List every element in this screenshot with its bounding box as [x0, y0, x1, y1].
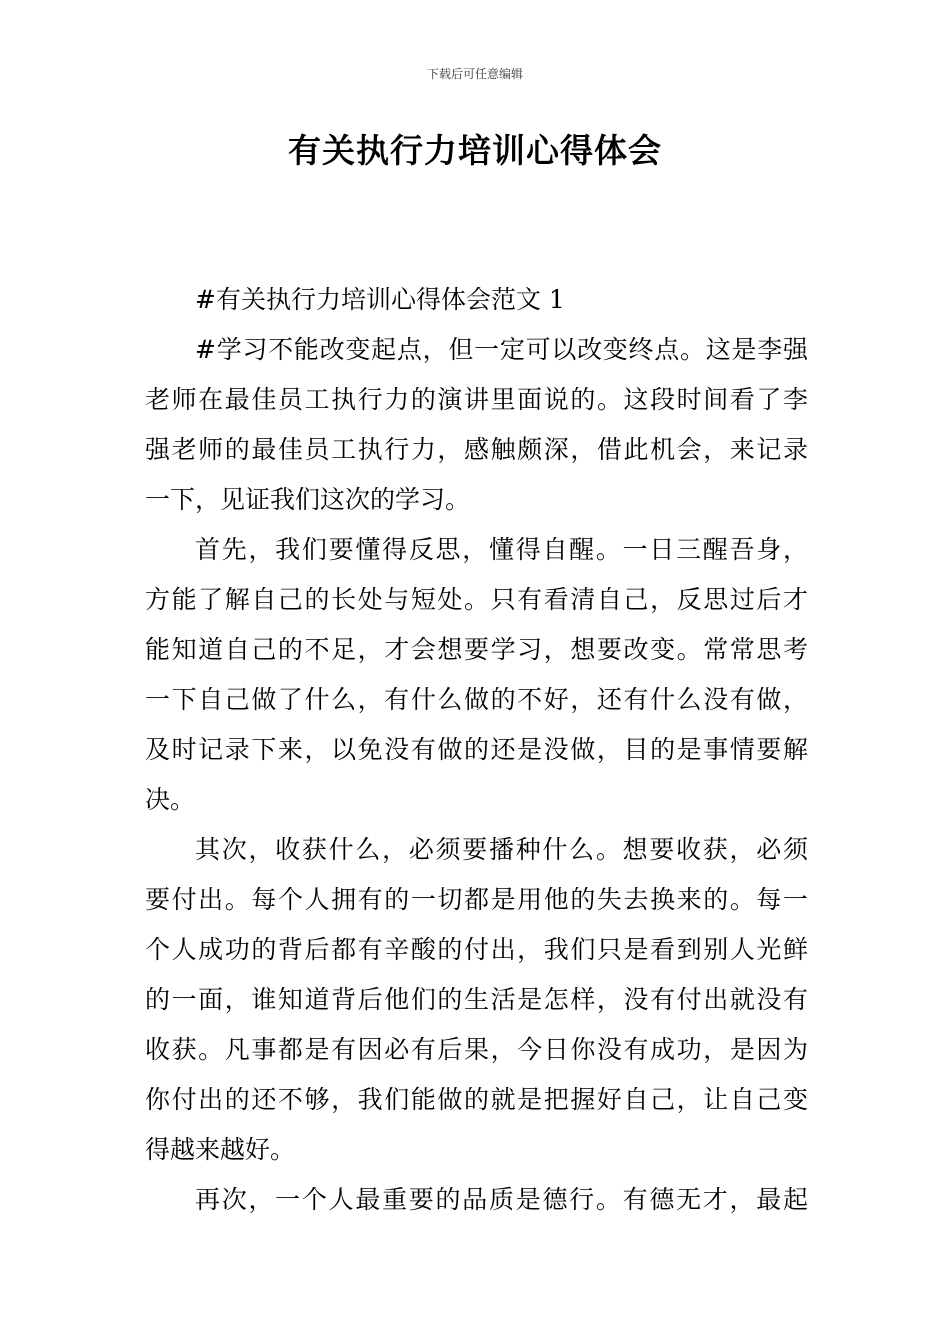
paragraph [145, 1175, 808, 1225]
paragraph-line: 决。 [145, 785, 196, 814]
paragraph [145, 525, 808, 825]
header-note: 下载后可任意编辑 [426, 67, 523, 81]
paragraph-line: 及时记录下来，以免没有做的还是没做，目的是事情要解 [145, 735, 808, 764]
paragraph [145, 825, 808, 1175]
paragraph-line: 得越来越好。 [145, 1135, 296, 1164]
paragraph-line: 要付出。每个人拥有的一切都是用他的失去换来的。每一 [145, 885, 808, 914]
paragraph-line: 的一面，谁知道背后他们的生活是怎样，没有付出就没有 [145, 985, 808, 1014]
paragraph-line: 首先，我们要懂得反思，懂得自醒。一日三醒吾身， [195, 535, 808, 564]
document-body [145, 275, 808, 1225]
paragraph-line: 其次，收获什么，必须要播种什么。想要收获，必须 [195, 835, 808, 864]
paragraph-line: 一下自己做了什么，有什么做的不好，还有什么没有做， [145, 685, 808, 714]
paragraph-line: #学习不能改变起点，但一定可以改变终点。这是李强 [195, 335, 808, 364]
document-title: 有关执行力培训心得体会 [288, 131, 662, 170]
paragraph-line: 能知道自己的不足，才会想要学习，想要改变。常常思考 [145, 635, 808, 664]
paragraph-line: 再次，一个人最重要的品质是德行。有德无才，最起 [195, 1185, 808, 1214]
paragraph-line: 你付出的还不够，我们能做的就是把握好自己，让自己变 [145, 1085, 808, 1114]
paragraph-line: 一下，见证我们这次的学习。 [145, 485, 471, 514]
paragraph [145, 325, 808, 525]
paragraph-line: 个人成功的背后都有辛酸的付出，我们只是看到别人光鲜 [145, 935, 808, 964]
paragraph-line: #有关执行力培训心得体会范文 1 [195, 285, 565, 314]
paragraph-line: 方能了解自己的长处与短处。只有看清自己，反思过后才 [145, 585, 808, 614]
paragraph-line: 收获。凡事都是有因必有后果，今日你没有成功，是因为 [145, 1035, 808, 1064]
paragraph-line: 强老师的最佳员工执行力，感触颇深，借此机会，来记录 [145, 435, 808, 464]
paragraph-heading [145, 275, 808, 325]
paragraph-line: 老师在最佳员工执行力的演讲里面说的。这段时间看了李 [145, 385, 808, 414]
